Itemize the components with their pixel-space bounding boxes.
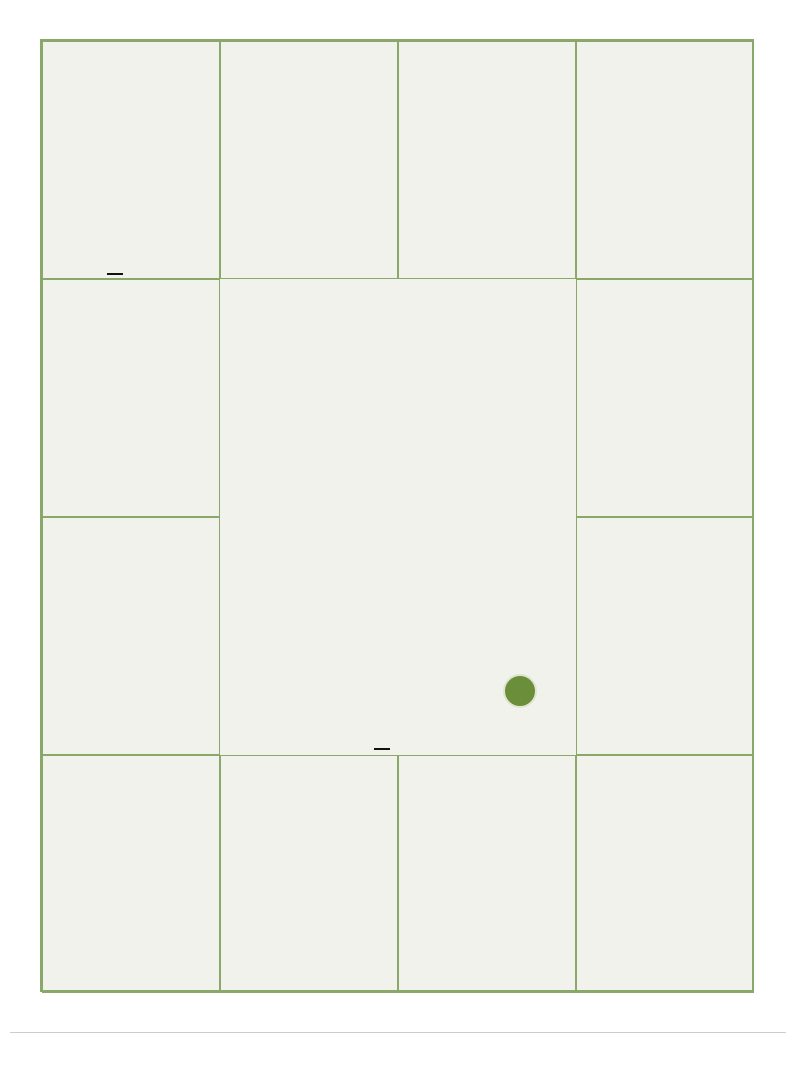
- legend-divider: [10, 1032, 786, 1033]
